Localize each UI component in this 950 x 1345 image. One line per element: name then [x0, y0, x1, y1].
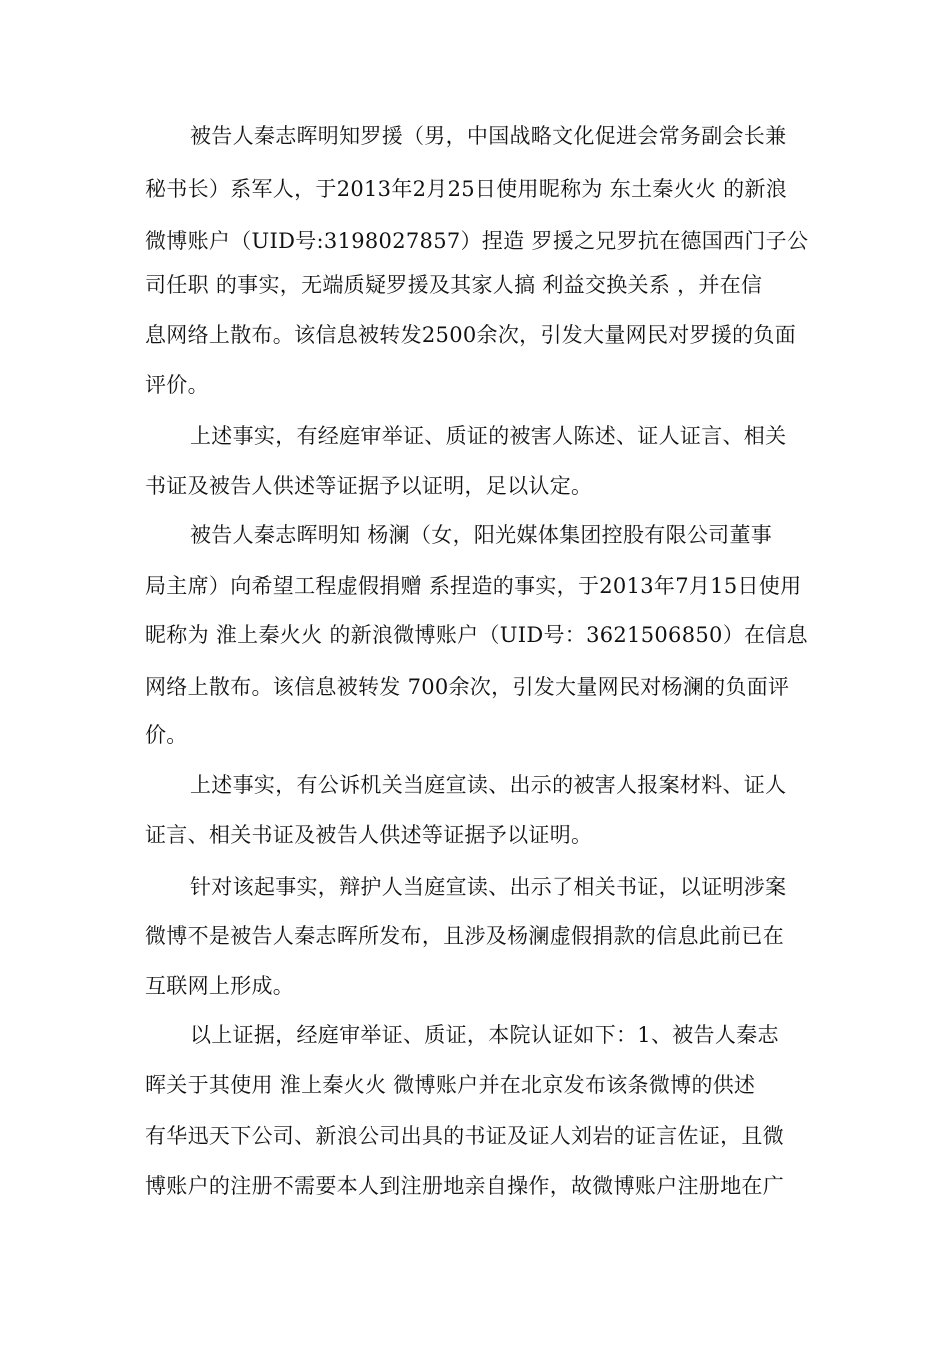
paragraph-2-line-1: 上述事实，有经庭审举证、质证的被害人陈述、证人证言、相关 [190, 424, 787, 448]
paragraph-5-line-3: 互联网上形成。 [145, 974, 295, 998]
paragraph-6-line-1: 以上证据，经庭审举证、质证，本院认证如下：1、被告人秦志 [190, 1023, 779, 1047]
paragraph-5-line-2: 微博不是被告人秦志晖所发布，且涉及杨澜虚假捐款的信息此前已在 [145, 924, 784, 948]
paragraph-4-line-2: 证言、相关书证及被告人供述等证据予以证明。 [145, 823, 593, 847]
paragraph-1-line-1: 被告人秦志晖明知罗援（男，中国战略文化促进会常务副会长兼 [190, 124, 787, 148]
paragraph-3-line-3: 昵称为 淮上秦火火 的新浪微博账户（UID号：3621506850）在信息 [145, 623, 808, 647]
paragraph-6-line-4: 博账户的注册不需要本人到注册地亲自操作，故微博账户注册地在广 [145, 1174, 784, 1198]
paragraph-4-line-1: 上述事实，有公诉机关当庭宣读、出示的被害人报案材料、证人 [190, 773, 787, 797]
paragraph-3-line-5: 价。 [145, 723, 188, 747]
paragraph-3-line-4: 网络上散布。该信息被转发 700余次，引发大量网民对杨澜的负面评 [145, 675, 790, 699]
paragraph-3-line-1: 被告人秦志晖明知 杨澜（女，阳光媒体集团控股有限公司董事 [190, 523, 773, 547]
paragraph-1-line-4: 司任职 的事实，无端质疑罗援及其家人搞 利益交换关系 ，并在信 [145, 273, 763, 297]
paragraph-1-line-2: 秘书长）系军人，于2013年2月25日使用昵称为 东土秦火火 的新浪 [145, 177, 788, 201]
paragraph-1-line-5: 息网络上散布。该信息被转发2500余次，引发大量网民对罗援的负面 [145, 323, 797, 347]
paragraph-6-line-3: 有华迅天下公司、新浪公司出具的书证及证人刘岩的证言佐证，且微 [145, 1124, 784, 1148]
paragraph-6-line-2: 晖关于其使用 淮上秦火火 微博账户并在北京发布该条微博的供述 [145, 1073, 756, 1097]
paragraph-1-line-6: 评价。 [145, 373, 209, 397]
paragraph-1-line-3: 微博账户（UID号:3198027857）捏造 罗援之兄罗抗在德国西门子公 [145, 229, 809, 253]
paragraph-2-line-2: 书证及被告人供述等证据予以证明，足以认定。 [145, 474, 593, 498]
paragraph-3-line-2: 局主席）向希望工程虚假捐赠 系捏造的事实，于2013年7月15日使用 [145, 574, 802, 598]
paragraph-5-line-1: 针对该起事实，辩护人当庭宣读、出示了相关书证，以证明涉案 [190, 875, 787, 899]
